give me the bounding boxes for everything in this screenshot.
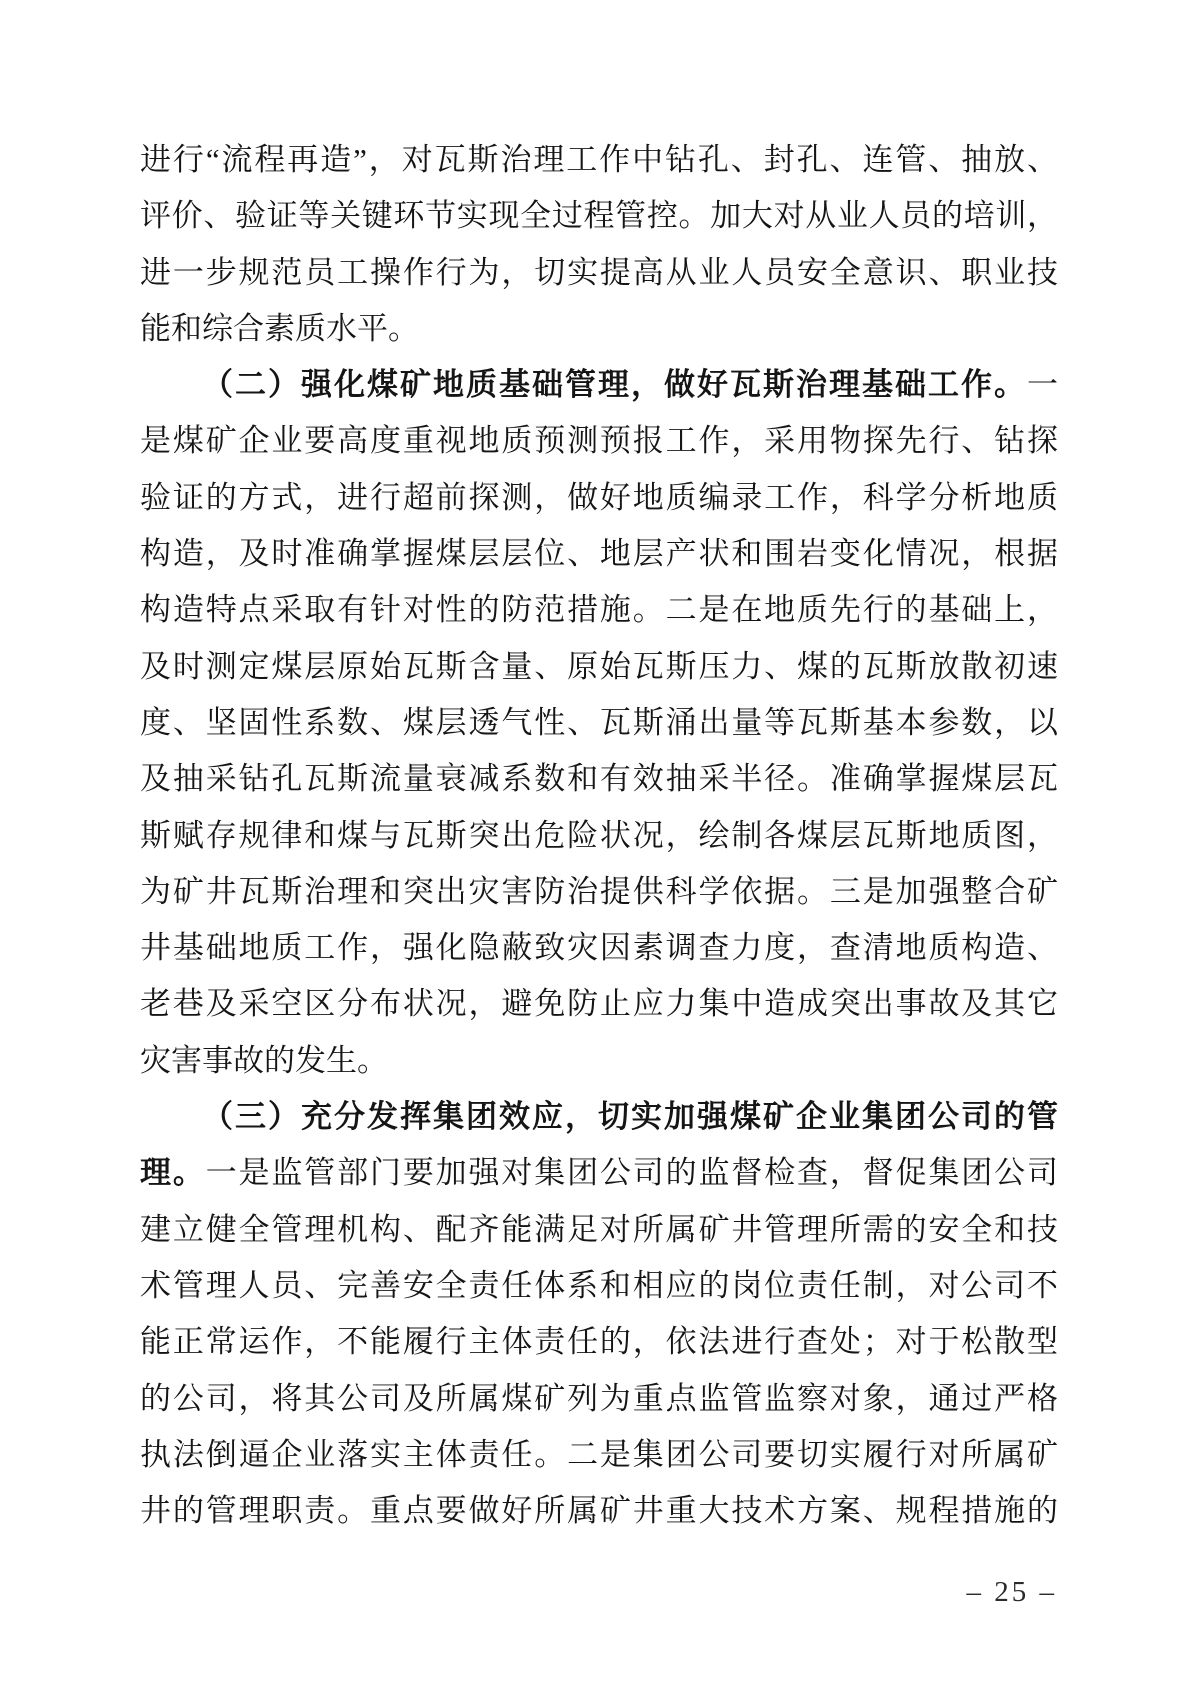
body-text: 老巷及采空区分布状况，避免防止应力集中造成突出事故及其它	[140, 986, 1058, 1022]
document-body	[140, 132, 1058, 1539]
text-line	[140, 526, 1058, 582]
text-line	[140, 920, 1058, 976]
body-text: 井的管理职责。重点要做好所属矿井重大技术方案、规程措施的	[140, 1493, 1058, 1529]
body-text: 验证的方式，进行超前探测，做好地质编录工作，科学分析地质	[140, 479, 1058, 515]
page-number: – 25 –	[966, 1576, 1057, 1608]
body-text: 灾害事故的发生。	[140, 1042, 388, 1078]
body-text: 执法倒逼企业落实主体责任。二是集团公司要切实履行对所属矿	[140, 1436, 1058, 1472]
text-line	[140, 1427, 1058, 1483]
text-line	[140, 357, 1058, 413]
text-line	[140, 1314, 1058, 1370]
text-line	[140, 132, 1058, 188]
text-line	[140, 1258, 1058, 1314]
text-line	[140, 976, 1058, 1032]
body-text: 能正常运作，不能履行主体责任的，依法进行查处；对于松散型	[140, 1324, 1058, 1360]
body-text: 及时测定煤层原始瓦斯含量、原始瓦斯压力、煤的瓦斯放散初速	[140, 648, 1058, 684]
body-text: 构造特点采取有针对性的防范措施。二是在地质先行的基础上，	[140, 592, 1058, 628]
body-text: 构造，及时准确掌握煤层层位、地层产状和围岩变化情况，根据	[140, 536, 1058, 572]
text-line	[140, 1145, 1058, 1201]
body-text: 是煤矿企业要高度重视地质预测预报工作，采用物探先行、钻探	[140, 423, 1058, 459]
body-text: 一	[1027, 367, 1058, 403]
text-line	[140, 1089, 1058, 1145]
body-text: 及抽采钻孔瓦斯流量衰减系数和有效抽采半径。准确掌握煤层瓦	[140, 761, 1058, 797]
section-heading-text: （二）强化煤矿地质基础管理，做好瓦斯治理基础工作。	[202, 367, 1027, 403]
body-text: 为矿井瓦斯治理和突出灾害防治提供科学依据。三是加强整合矿	[140, 873, 1058, 909]
text-line	[140, 1202, 1058, 1258]
body-text: 斯赋存规律和煤与瓦斯突出危险状况，绘制各煤层瓦斯地质图，	[140, 817, 1058, 853]
text-line	[140, 695, 1058, 751]
body-text: 能和综合素质水平。	[140, 310, 419, 346]
body-text: 一是监管部门要加强对集团公司的监督检查，督促集团公司	[205, 1155, 1059, 1191]
section-heading-text: 理。	[140, 1155, 206, 1191]
text-line	[140, 470, 1058, 526]
body-text: 的公司，将其公司及所属煤矿列为重点监管监察对象，通过严格	[140, 1380, 1058, 1416]
body-text: 评价、验证等关键环节实现全过程管控。加大对从业人员的培训，	[140, 198, 1058, 234]
text-line	[140, 301, 1058, 357]
body-text: 进行“流程再造”，对瓦斯治理工作中钻孔、封孔、连管、抽放、	[140, 142, 1058, 177]
body-text: 术管理人员、完善安全责任体系和相应的岗位责任制，对公司不	[140, 1267, 1058, 1303]
text-line	[140, 413, 1058, 469]
body-text: 度、坚固性系数、煤层透气性、瓦斯涌出量等瓦斯基本参数，以	[140, 704, 1058, 740]
text-line	[140, 245, 1058, 301]
text-line	[140, 639, 1058, 695]
text-line	[140, 808, 1058, 864]
text-line	[140, 1483, 1058, 1539]
text-line	[140, 188, 1058, 244]
body-text: 井基础地质工作，强化隐蔽致灾因素调查力度，查清地质构造、	[140, 930, 1058, 966]
body-text: 建立健全管理机构、配齐能满足对所属矿井管理所需的安全和技	[140, 1211, 1058, 1247]
section-heading-text: （三）充分发挥集团效应，切实加强煤矿企业集团公司的管	[202, 1099, 1058, 1135]
text-line	[140, 1033, 1058, 1089]
text-line	[140, 1371, 1058, 1427]
text-line	[140, 751, 1058, 807]
text-line	[140, 864, 1058, 920]
body-text: 进一步规范员工操作行为，切实提高从业人员安全意识、职业技	[140, 254, 1058, 290]
text-line	[140, 582, 1058, 638]
